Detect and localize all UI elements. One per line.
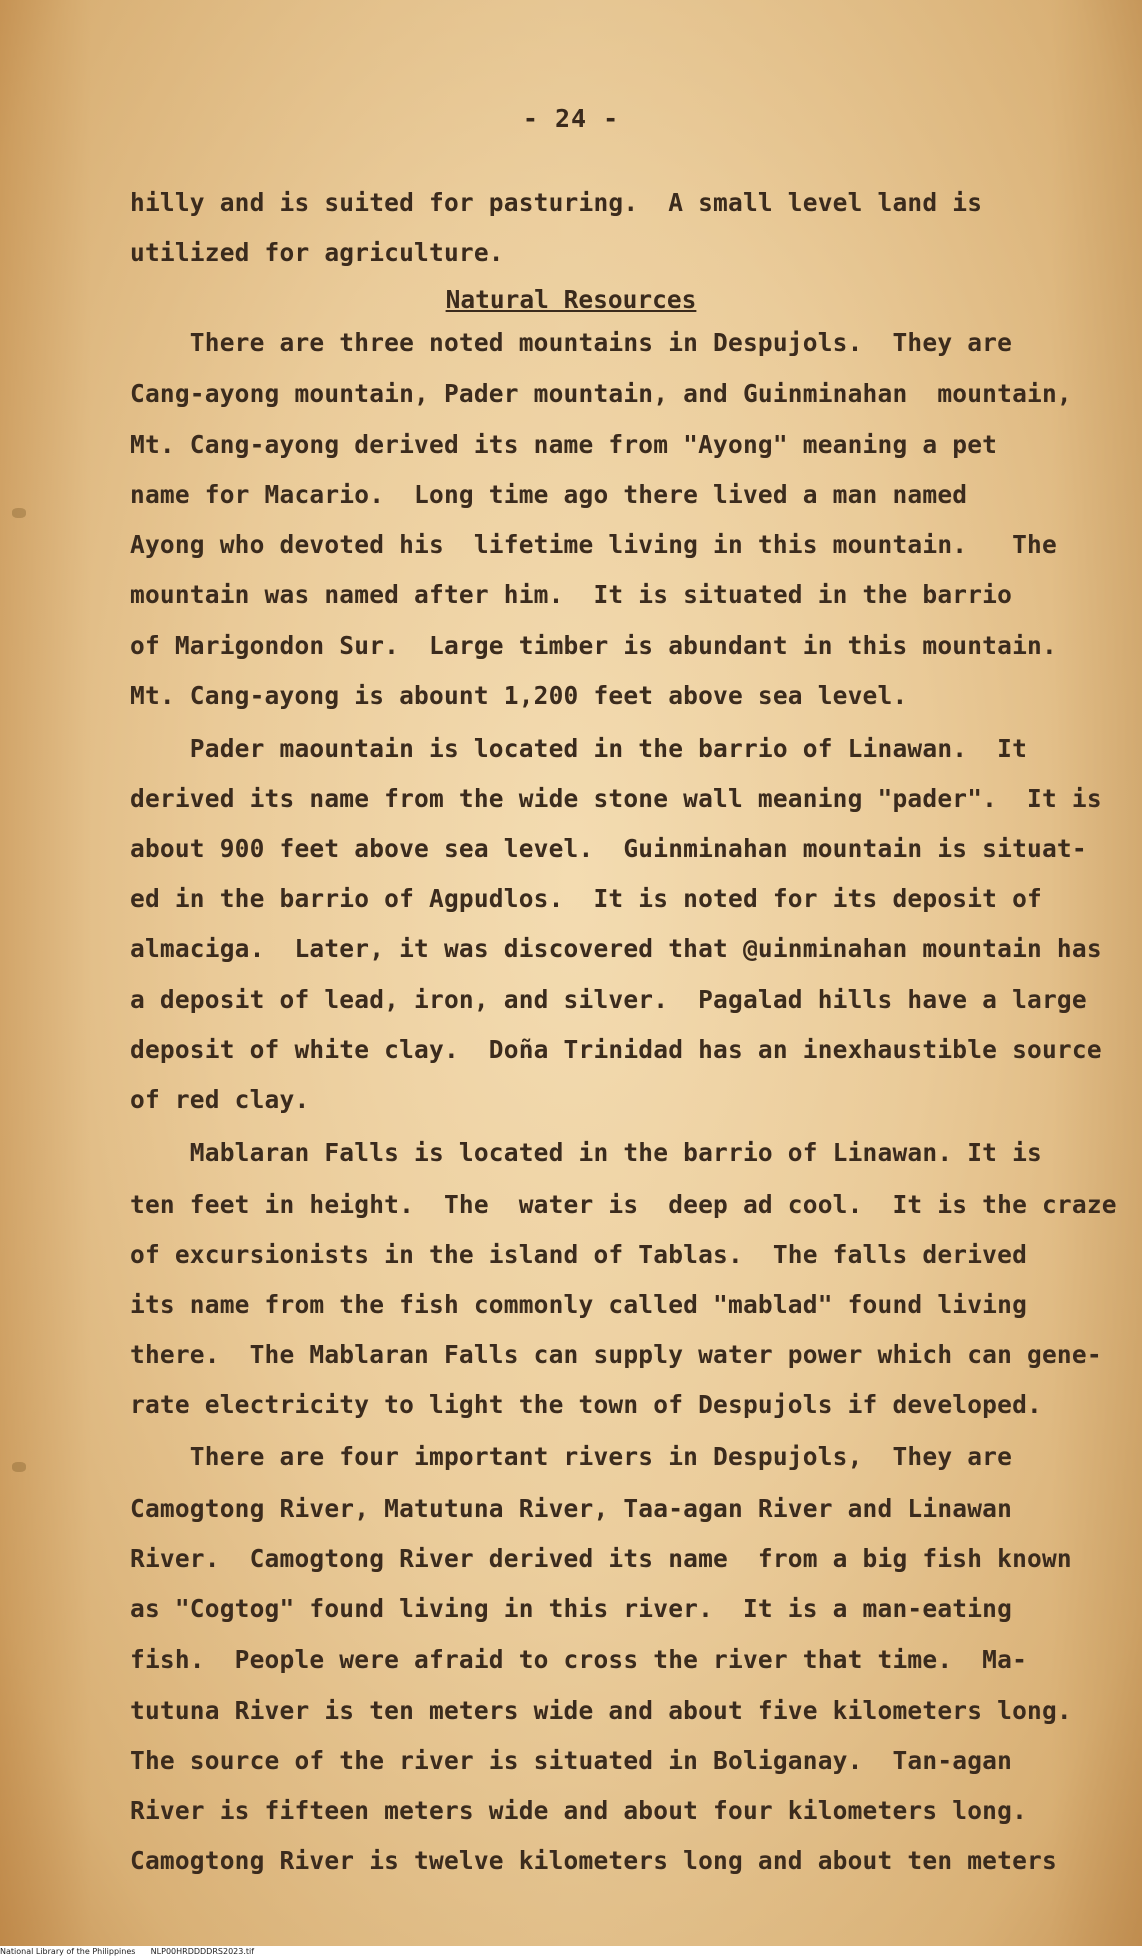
text-line: Pader maountain is located in the barrio of Linawan. It [130, 734, 1028, 763]
text-line: Camogtong River is twelve kilometers long and about ten meters [130, 1846, 1057, 1875]
text-line: The source of the river is situated in Boliganay. Tan-agan [130, 1746, 1013, 1775]
scan-footer: National Library of the Philippines NLP00HRDDDDRS2023.tif [0, 1946, 1142, 1958]
binding-mark [12, 508, 26, 518]
text-line: Camogtong River, Matutuna River, Taa-agan River and Linawan [130, 1494, 1013, 1523]
text-line: utilized for agriculture. [130, 238, 504, 267]
text-line: fish. People were afraid to cross the river that time. Ma- [130, 1645, 1028, 1674]
text-line: There are three noted mountains in Despujols. They are [130, 328, 1013, 357]
text-line: as "Cogtog" found living in this river. It is a man-eating [130, 1594, 1013, 1623]
text-line: Mablaran Falls is located in the barrio of Linawan. It is [130, 1138, 1042, 1167]
text-line: Ayong who devoted his lifetime living in this mountain. The [130, 530, 1057, 559]
text-line: derived its name from the wide stone wall meaning "pader". It is [130, 784, 1102, 813]
text-line: There are four important rivers in Despujols, They are [130, 1442, 1013, 1471]
text-line: hilly and is suited for pasturing. A small level land is [130, 188, 983, 217]
text-line: almaciga. Later, it was discovered that @uinminahan mountain has [130, 934, 1102, 963]
text-line: of red clay. [130, 1085, 310, 1114]
text-line: tutuna River is ten meters wide and about five kilometers long. [130, 1696, 1072, 1725]
text-line: of excursionists in the island of Tablas. The falls derived [130, 1240, 1028, 1269]
text-line: River is fifteen meters wide and about four kilometers long. [130, 1796, 1028, 1825]
section-heading: Natural Resources [445, 285, 697, 314]
text-line: mountain was named after him. It is situated in the barrio [130, 580, 1013, 609]
text-line: Cang-ayong mountain, Pader mountain, and Guinminahan mountain, [130, 379, 1072, 408]
text-line: ten feet in height. The water is deep ad cool. It is the craze [130, 1190, 1117, 1219]
text-line: rate electricity to light the town of Despujols if developed. [130, 1390, 1042, 1419]
text-line: of Marigondon Sur. Large timber is abundant in this mountain. [130, 631, 1057, 660]
text-line: there. The Mablaran Falls can supply water power which can gene- [130, 1340, 1102, 1369]
text-line: Mt. Cang-ayong is abount 1,200 feet above sea level. [130, 681, 908, 710]
text-line: its name from the fish commonly called "mablad" found living [130, 1290, 1028, 1319]
page-number: - 24 - [522, 104, 620, 133]
text-line: Mt. Cang-ayong derived its name from "Ayong" meaning a pet [130, 430, 998, 459]
binding-mark [12, 1462, 26, 1472]
text-line: deposit of white clay. Doña Trinidad has an inexhaustible source [130, 1035, 1102, 1064]
text-line: about 900 feet above sea level. Guinminahan mountain is situat- [130, 834, 1087, 863]
text-line: ed in the barrio of Agpudlos. It is noted for its deposit of [130, 884, 1042, 913]
text-line: name for Macario. Long time ago there lived a man named [130, 480, 968, 509]
text-line: a deposit of lead, iron, and silver. Pagalad hills have a large [130, 985, 1087, 1014]
text-line: River. Camogtong River derived its name from a big fish known [130, 1544, 1072, 1573]
